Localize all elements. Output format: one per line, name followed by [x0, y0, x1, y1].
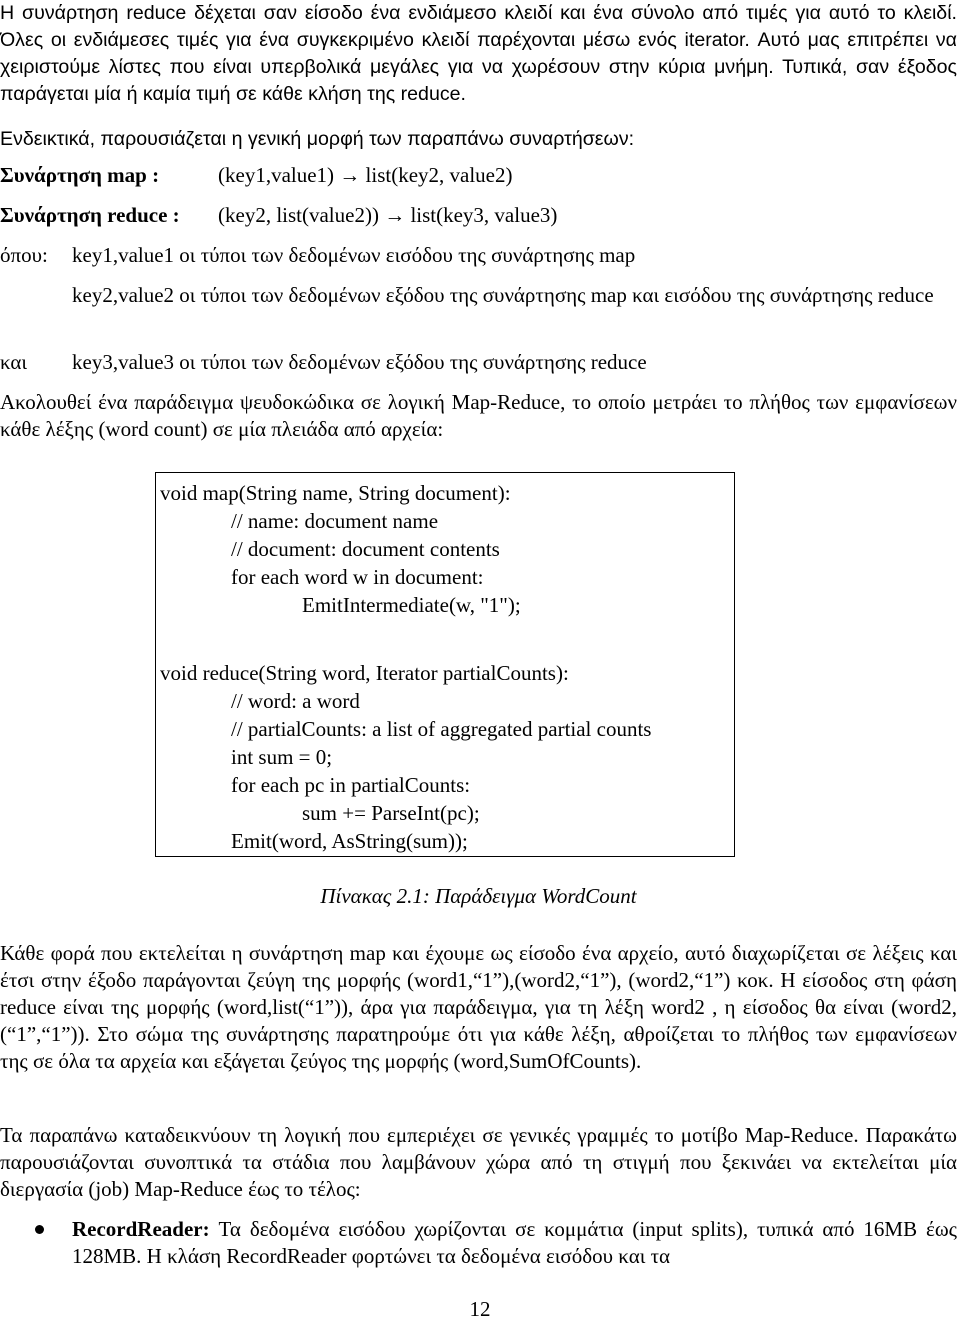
- reduce-function-label: Συνάρτηση reduce :: [0, 203, 180, 227]
- code-line: void reduce(String word, Iterator partialCounts):: [160, 661, 569, 685]
- bullet-term: RecordReader:: [72, 1217, 210, 1241]
- general-form-intro: Ενδεικτικά, παρουσιάζεται η γενική μορφή των παραπάνω συναρτήσεων:: [0, 128, 635, 150]
- reduce-function-signature: (key2, list(value2)) → list(key3, value3): [218, 203, 558, 227]
- stages-paragraph: Τα παραπάνω καταδεικνύουν τη λογική που εμπεριέχει σε γενικές γραμμές το μοτίβο Map-Reduce. Παρακάτω παρουσιάζονται συνοπτικά τα στάδια που λαμβάνουν χώρα από τη στιγμή που ξεκινάει να εκτελείται μία διεργασία (job) Map-Reduce έως το τέλος:: [0, 1123, 957, 1201]
- bullet-item-recordreader: [72, 1216, 957, 1270]
- code-line: for each word w in document:: [231, 565, 484, 589]
- code-line: int sum = 0;: [231, 745, 333, 769]
- bullet-text: Τα δεδομένα εισόδου χωρίζονται σε κομμάτια (input splits), τυπικά από 16MB έως 128MB. Η κλάση RecordReader φορτώνει τα δεδομένα εισόδου και τα: [72, 1217, 957, 1268]
- code-line: // word: a word: [231, 689, 360, 713]
- code-line: for each pc in partialCounts:: [231, 773, 471, 797]
- code-line: Emit(word, AsString(sum));: [231, 829, 468, 853]
- map-function-signature: (key1,value1) → list(key2, value2): [218, 163, 513, 187]
- bullet-icon: [35, 1225, 44, 1234]
- code-line: // partialCounts: a list of aggregated partial counts: [231, 717, 652, 741]
- intro-paragraph: Η συνάρτηση reduce δέχεται σαν είσοδο ένα ενδιάμεσο κλειδί και ένα σύνολο από τιμές για αυτό το κλειδί. Όλες οι ενδιάμεσες τιμές για ένα συγκεκριμένο κλειδί παρέχονται μέσω ενός iterator. Αυτό μας επιτρέπει να χειριστούμε λίστες που είναι υπερβολικά μεγάλες για να χωρέσουν στην κύρια μνήμη. Τυπικά, σαν έξοδος παράγεται μία ή καμία τιμή σε κάθε κλήση της reduce.: [0, 2, 957, 105]
- table-caption: Πίνακας 2.1: Παράδειγμα WordCount: [320, 884, 637, 908]
- definition-1: key1,value1 οι τύποι των δεδομένων εισόδου της συνάρτησης map: [72, 243, 636, 267]
- code-line: sum += ParseInt(pc);: [302, 801, 480, 825]
- definition-2: key2,value2 οι τύποι των δεδομένων εξόδου της συνάρτησης map και εισόδου της συνάρτησης reduce: [72, 283, 934, 307]
- definition-3: key3,value3 οι τύποι των δεδομένων εξόδου της συνάρτησης reduce: [72, 350, 647, 374]
- map-function-label: Συνάρτηση map :: [0, 163, 160, 187]
- code-line: // name: document name: [231, 509, 439, 533]
- where-label: όπου:: [0, 243, 48, 267]
- pseudocode-box: [155, 472, 735, 857]
- page-number: 12: [469, 1297, 491, 1321]
- code-line: // document: document contents: [231, 537, 500, 561]
- example-intro-paragraph: Ακολουθεί ένα παράδειγμα ψευδοκώδικα σε λογική Map-Reduce, το οποίο μετράει το πλήθος των εμφανίσεων κάθε λέξης (word count) σε μία πλειάδα από αρχεία:: [0, 390, 957, 441]
- code-line: EmitIntermediate(w, "1");: [302, 593, 521, 617]
- explanation-paragraph: Κάθε φορά που εκτελείται η συνάρτηση map και έχουμε ως είσοδο ένα αρχείο, αυτό διαχωρίζεται σε λέξεις και έτσι στην έξοδο παράγονται ζεύγη της μορφής (word1,“1”),(word2,“1”), (word2,“1”) κοκ. Η είσοδος στη φάση reduce είναι της μορφής (word,list(“1”)), άρα για παράδειγμα, για τη λέξη word2 , η είσοδος θα είναι (word2,(“1”,“1”)). Στο σώμα της συνάρτησης παρατηρούμε ότι για κάθε λέξη, αθροίζεται το πλήθος των εμφανίσεων της σε όλα τα αρχεία και εξάγεται ζεύγος της μορφής (word,SumOfCounts).: [0, 941, 957, 1073]
- code-line: void map(String name, String document):: [160, 481, 511, 505]
- and-label: και: [0, 350, 28, 374]
